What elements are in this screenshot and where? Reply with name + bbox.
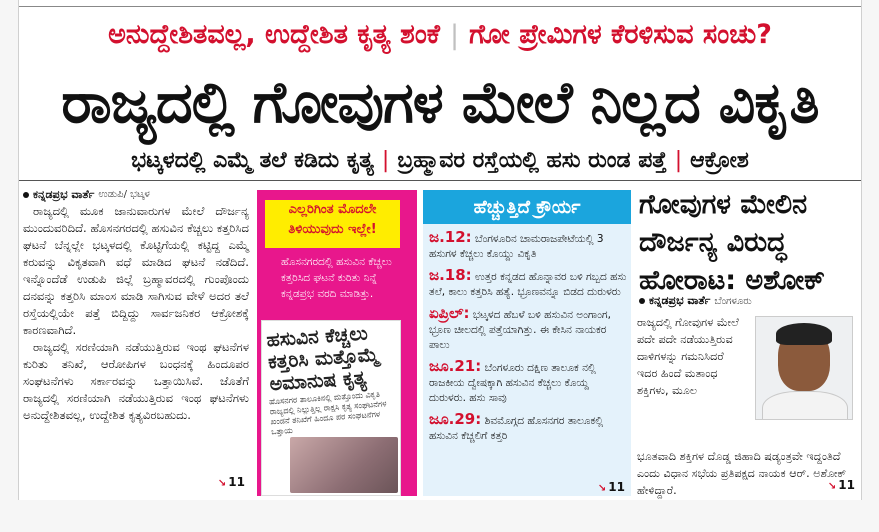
- timeline-entry: [429, 412, 627, 444]
- clipping-headline: ಹಸುವಿನ ಕೆಚ್ಚಲು ಕತ್ತರಿಸಿ ಮತ್ತೊಮ್ಮೆ ಅಮಾನುಷ ಕೃತ್ಯ: [265, 322, 380, 396]
- story-paragraph: ರಾಜ್ಯದಲ್ಲಿ ಸರಣಿಯಾಗಿ ನಡೆಯುತ್ತಿರುವ ಇಂಥ ಘಟನೆಗಳ ಕುರಿತು ತನಿಖೆ, ಆರೋಪಿಗಳ ಬಂಧನಕ್ಕೆ ಹಿಂದೂಪರ ಸಂಘಟನೆಗಳು ಸರ್ಕಾರವನ್ನು ಒತ್ತಾಯಿಸಿವೆ. ಜೊತೆಗೆ ರಾಜ್ಯದಲ್ಲಿ ಸರಣಿಯಾಗಿ ನಡೆಯುತ್ತಿರುವ ಇಂಥ ಘಟನೆಗಳು ಅನುದ್ದೇಶಿತವಲ್ಲ, ಉದ್ದೇಶಿತ ಕೃತ್ಯವಿರಬಹುದು.: [23, 340, 249, 422]
- kicker-left: ಅನುದ್ದೇಶಿತವಲ್ಲ, ಉದ್ದೇಶಿತ ಕೃತ್ಯ ಶಂಕೆ: [108, 19, 441, 50]
- timeline-entry: [429, 306, 627, 353]
- promo-line-2: ತಿಳಿಯುವುದು ಇಲ್ಲೇ!: [288, 222, 377, 237]
- continued-page-link[interactable]: [598, 480, 625, 494]
- entry-date: ಜ.12:: [429, 228, 472, 246]
- entry-date: ಜೂ.21:: [429, 357, 482, 375]
- left-story: [23, 186, 249, 496]
- timeline-entries: [429, 230, 627, 450]
- byline-location: ಬೆಂಗಳೂರು: [714, 295, 752, 307]
- section-rule: [19, 180, 861, 181]
- timeline-entry: [429, 359, 627, 406]
- main-headline: ರಾಜ್ಯದಲ್ಲಿ ಗೋವುಗಳ ಮೇಲೆ ನಿಲ್ಲದ ವಿಕೃತಿ: [61, 69, 819, 136]
- subhead-separator: |: [674, 147, 683, 173]
- promo-text: ಹೊಸನಗರದಲ್ಲಿ ಹಸುವಿನ ಕೆಚ್ಚಲು ಕತ್ತರಿಸಿದ ಘಟನೆ ಕುರಿತು ನಿನ್ನೆ ಕನ್ನಡಪ್ರಭ ವರದಿ ಮಾಡಿತ್ತು.: [281, 256, 392, 300]
- entry-text: ಉತ್ತರ ಕನ್ನಡದ ಹೊನ್ನಾವರ ಬಳಿ ಗಬ್ಬದ ಹಸು ತಲೆ, ಕಾಲು ಕತ್ತರಿಸಿ ಹತ್ಯೆ. ಭ್ರೂಣವನ್ನೂ ಬಿಡದ ದುರುಳರು: [429, 271, 627, 298]
- kicker: [19, 16, 861, 54]
- previous-report-clipping: [261, 320, 401, 496]
- continued-page-link[interactable]: [828, 478, 855, 492]
- byline-source: ಕನ್ನಡಪ್ರಭ ವಾರ್ತೆ: [649, 294, 711, 307]
- timeline-entry: [429, 268, 627, 300]
- right-headline: [639, 186, 859, 300]
- byline-location: ಉಡುಪಿ/ ಭಟ್ಕಳ: [98, 189, 150, 200]
- right-headline-line-2: ದೌರ್ಜನ್ಯ ವಿರುದ್ಧ: [639, 227, 787, 258]
- kicker-separator: |: [450, 19, 460, 51]
- timeline-entry: [429, 230, 627, 262]
- right-headline-line-1: ಗೋವುಗಳ ಮೇಲಿನ: [639, 189, 808, 220]
- subhead-part-2: ಬ್ರಹ್ಮಾವರ ರಸ್ತೆಯಲ್ಲಿ ಹಸು ರುಂಡ ಪತ್ತೆ: [397, 147, 667, 173]
- arrow-icon: ↘: [827, 481, 837, 492]
- promo-highlight: [265, 200, 400, 248]
- entry-text: ಬೆಂಗಳೂರಿನ ಚಾಮರಾಜಪೇಟೆಯಲ್ಲಿ 3 ಹಸುಗಳ ಕೆಚ್ಚಲು ಕೊಯ್ದು ವಿಕೃತಿ: [429, 233, 604, 260]
- right-story-text: ಭೂತವಾದಿ ಶಕ್ತಿಗಳ ದೊಡ್ಡ ಜಿಹಾದಿ ಷಡ್ಯಂತ್ರವೇ ಇದ್ದಂತಿದೆ ಎಂದು ವಿಧಾನ ಸಭೆಯ ಪ್ರತಿಪಕ್ಷದ ನಾಯಕ ಆರ್. ಅಶೋಕ್ ಹೇಳಿದ್ದಾರೆ.: [637, 450, 847, 497]
- continued-page-link[interactable]: [218, 474, 245, 492]
- page-number: 11: [228, 475, 245, 489]
- arrow-icon: ↘: [597, 483, 607, 494]
- entry-text: ಶಿವಮೊಗ್ಗದ ಹೊಸನಗರ ತಾಲೂಕಲ್ಲಿ ಹಸುವಿನ ಕೆಚ್ಚಲಿಗೆ ಕತ್ತರಿ: [429, 415, 604, 442]
- right-story-text: ರಾಜ್ಯದಲ್ಲಿ ಗೋವುಗಳ ಮೇಲೆ ಪದೇ ಪದೇ ನಡೆಯುತ್ತಿರುವ ದಾಳಿಗಳನ್ನು ಗಮನಿಸಿದರೆ ಇದರ ಹಿಂದೆ ಮತಾಂಧ ಶಕ್ತಿಗಳು, ಮೂಲ: [637, 316, 739, 397]
- page-number: 11: [608, 480, 625, 494]
- subhead-separator: |: [381, 147, 390, 173]
- timeline-box: [423, 190, 631, 496]
- portrait-shirt: [762, 391, 848, 420]
- left-byline: [23, 186, 249, 203]
- right-story: [635, 186, 859, 496]
- right-headline-line-3: ಹೋರಾಟ: ಅಶೋಕ್: [639, 265, 826, 296]
- entry-date: ಏಪ್ರಿಲ್:: [429, 304, 470, 322]
- newspaper-page: [18, 0, 862, 500]
- story-paragraph: ರಾಜ್ಯದಲ್ಲಿ ಮೂಕ ಜಾನುವಾರುಗಳ ಮೇಲೆ ದೌರ್ಜನ್ಯ ಮುಂದುವರಿದಿದೆ. ಹೊಸನಗರದಲ್ಲಿ ಹಸುವಿನ ಕೆಚ್ಚಲು ಕತ್ತರಿಸಿದ ಘಟನೆ ಬೆನ್ನಲ್ಲೇ ಭಟ್ಕಳದಲ್ಲಿ ಕೊಟ್ಟಿಗೆಯಲ್ಲಿ ಕಟ್ಟಿದ್ದ ಎಮ್ಮೆ ಕರುವನ್ನು ವಿಕೃತವಾಗಿ ವಧೆ ಮಾಡಿದ ಘಟನೆ ನಡೆದಿದೆ. ಇನ್ನೊಂದೆಡೆ ಉಡುಪಿ ಜಿಲ್ಲೆ ಬ್ರಹ್ಮಾವರದಲ್ಲಿ ಗುಂಪೊಂದು ದನವನ್ನು ಕತ್ತರಿಸಿ ಮಾಂಸ ಮಾಡಿ ಸಾಗಿಸುವ ವೇಳೆ ಅದರ ತಲೆ ರಸ್ತೆಯಲ್ಲಿಯೇ ಪತ್ತೆ ಬಿದ್ದಿದ್ದು ಸಾರ್ವಜನಿಕರ ಆಕ್ರೋಶಕ್ಕೆ ಕಾರಣವಾಗಿದೆ.: [23, 204, 249, 337]
- subhead-part-3: ಆಕ್ರೋಶ: [690, 147, 749, 173]
- entry-date: ಜೂ.29:: [429, 410, 482, 428]
- entry-date: ಜ.18:: [429, 266, 472, 284]
- cow-photo: [290, 437, 398, 493]
- arrow-icon: ↘: [217, 478, 227, 489]
- right-byline: [639, 294, 752, 308]
- bullet-icon: [23, 192, 29, 198]
- entry-text: ಬೆಂಗಳೂರು ದಕ್ಷಿಣ ತಾಲೂಕ ನಲ್ಲಿ ರಾಜಕೀಯ ದ್ವೇಷಕ್ಕಾಗಿ ಹಸುವಿನ ಕೆಚ್ಚಲು ಕೊಯ್ದ ದುರುಳರು. ಹಸು ಸಾವು: [429, 362, 596, 404]
- timeline-heading: ಹೆಚ್ಚುತ್ತಿದೆ ಕ್ರೌರ್ಯ: [423, 190, 631, 224]
- subheadline: [19, 144, 861, 176]
- ashok-portrait: [755, 316, 853, 420]
- portrait-hair: [776, 323, 832, 345]
- promo-line-1: ಎಲ್ಲರಿಗಿಂತ ಮೊದಲೇ: [288, 202, 377, 217]
- clipping-body: ಹೊಸನಗರ ತಾಲೂಕಿನಲ್ಲಿ ಮತ್ತೊಂದು ವಿಕೃತಿ ರಾಜ್ಯದಲ್ಲಿ ನಿಲ್ಲುತ್ತಿಲ್ಲ ರಾಕ್ಷಸಿ ಕೃತ್ಯ ಸಂಘಟನೆಗಳ ಖಂಡನೆ ತನಿಖೆಗೆ ಹಿಂದೂ ಪರ ಸಂಘಟನೆಗಳ ಒತ್ತಾಯ: [268, 389, 387, 437]
- subhead-part-1: ಭಟ್ಕಳದಲ್ಲಿ ಎಮ್ಮೆ ತಲೆ ಕಡಿದು ಕೃತ್ಯ: [131, 147, 374, 173]
- byline-source: ಕನ್ನಡಪ್ರಭ ವಾರ್ತೆ: [33, 188, 95, 201]
- top-rule: [19, 6, 861, 7]
- page-number: 11: [838, 478, 855, 492]
- kicker-right: ಗೋ ಪ್ರೇಮಿಗಳ ಕೆರಳಿಸುವ ಸಂಚು?: [469, 19, 772, 50]
- bullet-icon: [639, 298, 645, 304]
- promo-box: [257, 190, 417, 496]
- entry-text: ಭಟ್ಕಳದ ಹೆಬಳೆ ಬಳಿ ಹಸುವಿನ ಅಂಗಾಂಗ, ಭ್ರೂಣ ಚೀಲದಲ್ಲಿ ಪತ್ತೆಯಾಗಿತ್ತು. ಈ ಕೇಸಿನ ನಾಯಕರ ಪಾಲು: [429, 309, 611, 351]
